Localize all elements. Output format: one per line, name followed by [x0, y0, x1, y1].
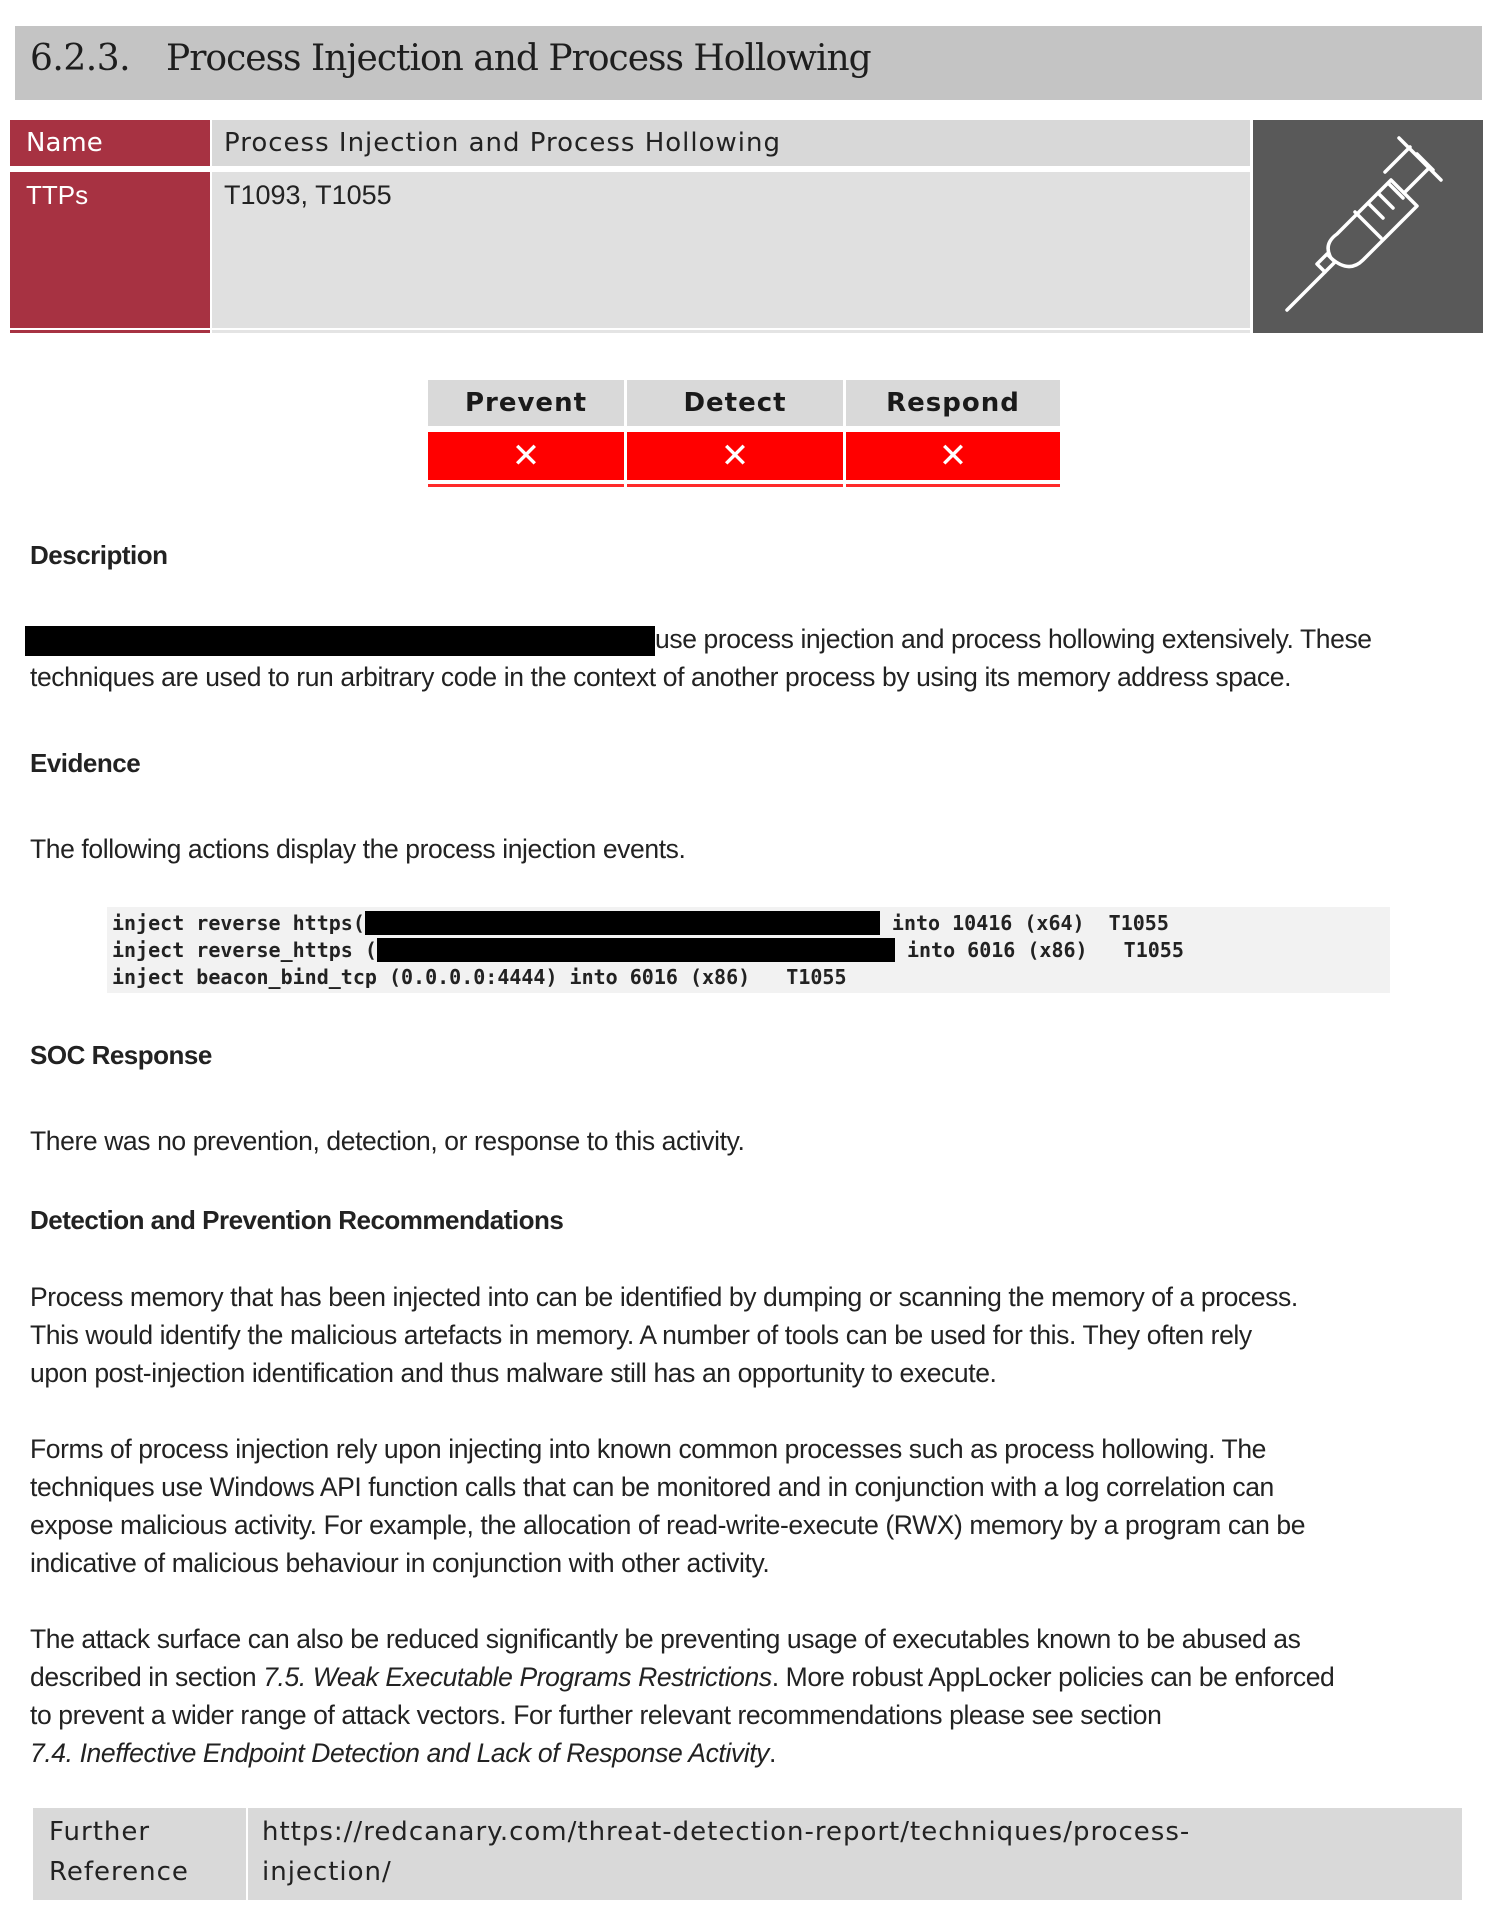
recommendations-paragraph-1	[30, 1278, 1470, 1392]
detect-header: Detect	[627, 380, 843, 426]
recommendations-heading: Detection and Prevention Recommendations	[30, 1205, 564, 1235]
further-reference-label: Further Reference	[33, 1808, 246, 1900]
text-line: This would identify the malicious artefacts in memory. A number of tools can be used for this. They often rely	[30, 1320, 1252, 1350]
code-line: inject reverse https( into 10416 (x64) T1055	[112, 911, 1169, 935]
description-heading: Description	[30, 540, 168, 570]
recommendations-paragraph-2	[30, 1430, 1470, 1582]
text-line: 7.4. Ineffective Endpoint Detection and Lack of Response Activity.	[30, 1738, 776, 1768]
evidence-heading: Evidence	[30, 748, 141, 778]
text-line: Process memory that has been injected into can be identified by dumping or scanning the memory of a process.	[30, 1282, 1298, 1312]
text-line: to prevent a wider range of attack vectors. For further relevant recommendations please see section	[30, 1700, 1162, 1730]
recommendations-paragraph-3	[30, 1620, 1470, 1772]
description-paragraph	[30, 620, 1470, 696]
syringe-icon	[1253, 120, 1483, 333]
text-line: described in section 7.5. Weak Executable Programs Restrictions. More robust AppLocker policies can be enforced	[30, 1662, 1335, 1692]
text-line: Forms of process injection rely upon injecting into known common processes such as process hollowing. The	[30, 1434, 1267, 1464]
text-line: indicative of malicious behaviour in conjunction with other activity.	[30, 1548, 770, 1578]
further-reference-link[interactable]: https://redcanary.com/threat-detection-report/techniques/process- injection/	[248, 1808, 1462, 1900]
ttps-label: TTPs	[10, 172, 210, 328]
ttps-value: T1093, T1055	[212, 172, 1250, 328]
section-reference-7-5[interactable]: 7.5. Weak Executable Programs Restrictions	[263, 1662, 772, 1692]
soc-response-heading: SOC Response	[30, 1040, 212, 1070]
code-line: inject beacon_bind_tcp (0.0.0.0:4444) into 6016 (x86) T1055	[112, 965, 847, 989]
redaction-block	[365, 911, 880, 935]
detect-status-x-icon: ✕	[627, 432, 843, 480]
technique-icon-box	[1253, 120, 1483, 333]
section-reference-7-4[interactable]: 7.4. Ineffective Endpoint Detection and Lack of Response Activity	[30, 1738, 770, 1768]
respond-header: Respond	[846, 380, 1060, 426]
soc-response-text: There was no prevention, detection, or response to this activity.	[30, 1126, 745, 1156]
respond-status-x-icon: ✕	[846, 432, 1060, 480]
text-line: expose malicious activity. For example, the allocation of read-write-execute (RWX) memory by a program can be	[30, 1510, 1306, 1540]
name-value: Process Injection and Process Hollowing	[212, 120, 1250, 166]
description-line-1	[30, 620, 1470, 658]
label-column-rule	[10, 330, 210, 333]
pdr-rule	[846, 484, 1060, 487]
code-line: inject reverse_https ( into 6016 (x86) T1055	[112, 938, 1184, 962]
redaction-block	[377, 938, 895, 962]
pdr-rule	[627, 484, 843, 487]
text-line: The attack surface can also be reduced significantly be preventing usage of executables known to be abused as	[30, 1624, 1301, 1654]
section-number: 6.2.3.	[30, 38, 131, 79]
name-label: Name	[10, 120, 210, 166]
value-column-rule	[212, 330, 1250, 333]
description-line-2: techniques are used to run arbitrary code in the context of another process by using its memory address space.	[30, 662, 1292, 692]
evidence-intro: The following actions display the process injection events.	[30, 834, 686, 864]
prevent-status-x-icon: ✕	[428, 432, 624, 480]
text-line: upon post-injection identification and thus malware still has an opportunity to execute.	[30, 1358, 997, 1388]
description-text: use process injection and process hollowing extensively. These	[655, 624, 1372, 654]
prevent-header: Prevent	[428, 380, 624, 426]
pdr-rule	[428, 484, 624, 487]
redaction-block	[25, 626, 655, 656]
text-line: techniques use Windows API function calls that can be monitored and in conjunction with a log correlation can	[30, 1472, 1274, 1502]
section-title: Process Injection and Process Hollowing	[166, 38, 871, 79]
